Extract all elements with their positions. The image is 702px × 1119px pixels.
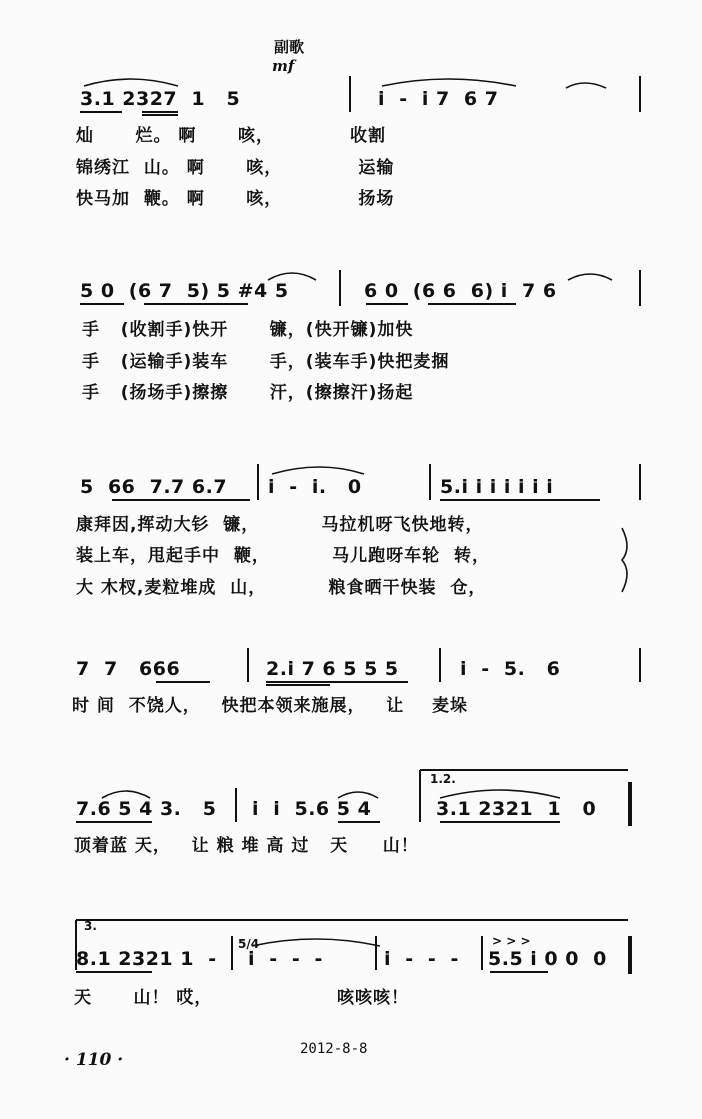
slur [338,792,378,798]
lyric-2-verse-2: 手 (运输手)装车 手，(装车手)快把麦捆 [82,352,450,372]
beam [80,112,178,115]
measure-1-1: 3.1 2327 1 5 [80,88,241,110]
measure-1-2: i - i 7 6 7 [378,88,499,110]
time-signature: 5/4 [238,937,260,951]
measure-5-3: 3.1 2321 1 0 [436,798,597,820]
slur [102,791,150,798]
lyric-2-verse-1: 手 (收割手)快开 镰，(快开镰)加快 [82,320,414,340]
slur [566,83,606,88]
measure-4-2: 2.i 7 6 5 5 5 [266,658,399,680]
page-number: · 110 · [64,1050,124,1070]
lyric-3-verse-3: 大 木杈,麦粒堆成 山， 粮食晒干快装 仓， [76,578,487,598]
measure-2-2: 6 0 (6 6 6) i 7 6 [364,280,557,302]
slur [84,79,178,86]
measure-6-1: 8.1 2321 1 - [76,948,217,970]
measure-4-3: i - 5. 6 [460,658,561,680]
lyric-1-verse-2: 锦绣江 山。 啊 咳， 运输 [76,158,395,178]
slur [440,790,560,798]
accent-marks: > > > [492,934,531,948]
lyric-1-verse-3: 快马加 鞭。 啊 咳， 扬场 [76,189,395,209]
date-stamp: 2012-8-8 [300,1041,368,1057]
measure-5-1: 7.6 5 4 3. 5 [76,798,217,820]
measure-6-3: i - - - [384,948,459,970]
measure-3-1: 5 66 7.7 6.7 [80,476,228,498]
volta-3: 3. [84,919,97,933]
lyric-1-verse-1: 灿 烂。 啊 咳， 收割 [76,126,387,146]
dynamic-mark: mf [272,57,295,75]
measure-4-1: 7 7 666 [76,658,181,680]
lyric-2-verse-3: 手 (扬场手)擦擦 汗，(擦擦汗)扬起 [82,383,414,403]
lyric-3-verse-1: 康拜因,挥动大钐 镰， 马拉机呀飞快地转， [76,515,484,535]
slur [272,467,364,474]
measure-3-2: i - i. 0 [268,476,362,498]
beam [156,682,408,685]
volta-1-2: 1.2. [430,772,456,786]
measure-3-3: 5.i i i i i i i [440,476,554,498]
chorus-label: 副歌 [274,38,305,56]
tie [252,939,380,946]
lyric-3-verse-2: 装上车，甩起手中 鞭， 马儿跑呀车轮 转， [76,546,490,566]
measure-5-2: i i 5.6 5 4 [252,798,372,820]
slur [382,79,516,86]
lyric-4: 时 间 不饶人， 快把本领来施展， 让 麦垛 [72,696,468,716]
brace [622,528,627,592]
slur [268,273,316,280]
slur [568,274,612,280]
lyric-5: 顶着蓝 天， 让 粮 堆 高 过 天 山！ [74,836,419,856]
lyric-6: 天 山！ 哎， 咳咳咳！ [74,988,409,1008]
measure-6-4: 5.5 i 0 0 0 [488,948,607,970]
measure-6-2: i - - - [248,948,323,970]
measure-2-1: 5 0 (6 7 5) 5 #4 5 [80,280,289,302]
